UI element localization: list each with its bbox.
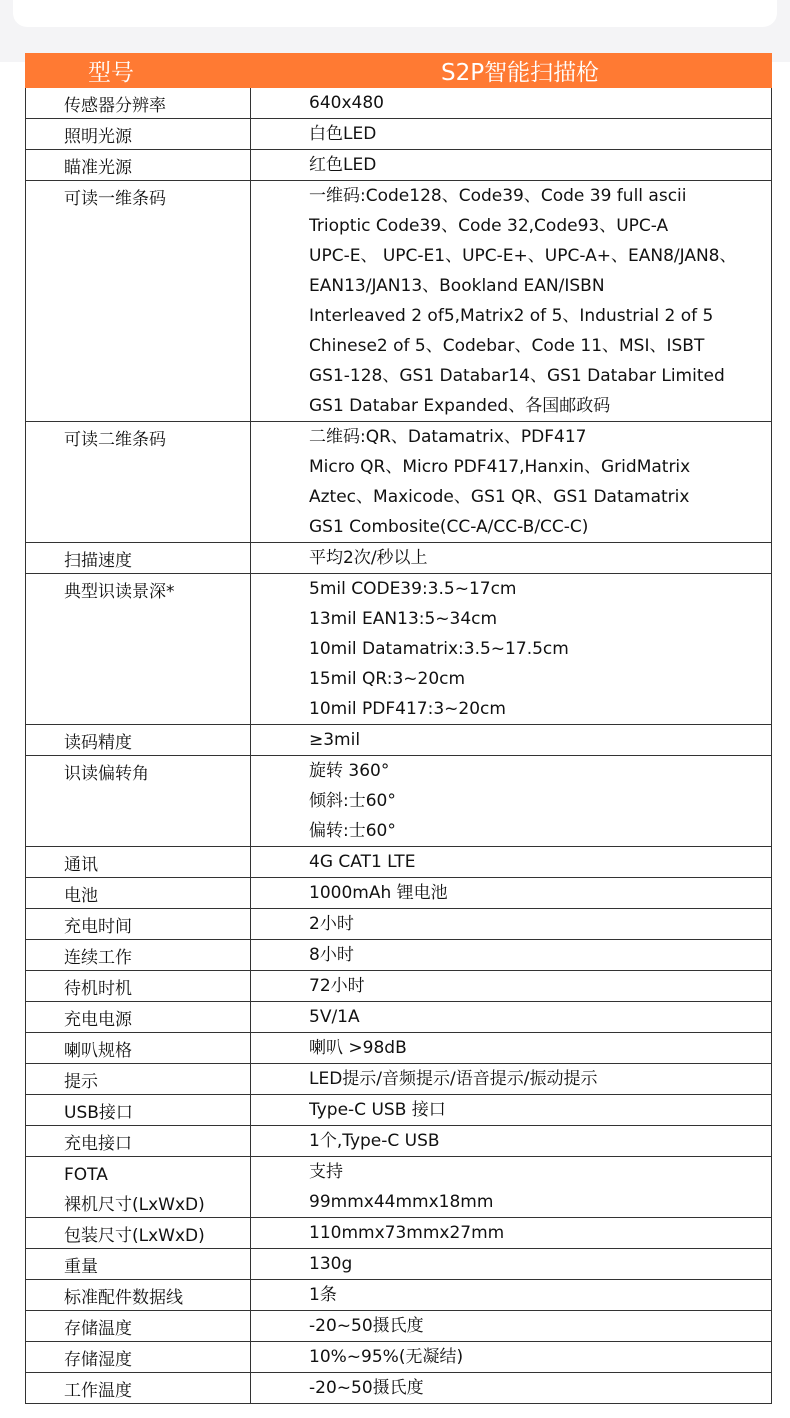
header-model-label: 型号 — [26, 54, 251, 88]
spec-value: -20~50摄氏度 — [309, 1378, 424, 1398]
spec-table-body — [26, 88, 772, 1404]
spec-label-cell — [26, 725, 251, 756]
spec-label-cell — [26, 1218, 251, 1249]
spec-value-cell — [251, 878, 772, 909]
spec-label-cell — [26, 1280, 251, 1311]
spec-label: 通讯 — [64, 855, 98, 875]
spec-value: 130g — [309, 1254, 353, 1274]
table-row — [26, 181, 772, 422]
spec-label-cell — [26, 1373, 251, 1404]
spec-value: 一维码:Code128、Code39、Code 39 full ascii — [309, 186, 687, 206]
spec-value-cell — [251, 1002, 772, 1033]
spec-label-cell — [26, 574, 251, 725]
spec-value: 红色LED — [309, 155, 377, 175]
spec-label-cell — [26, 1342, 251, 1373]
table-row — [26, 1280, 772, 1311]
spec-value-cell — [251, 725, 772, 756]
spec-value: 72小时 — [309, 976, 365, 996]
spec-label-cell — [26, 150, 251, 181]
spec-label: USB接口 — [64, 1103, 133, 1123]
spec-value: UPC-E、 UPC-E1、UPC-E+、UPC-A+、EAN8/JAN8、 — [309, 246, 737, 266]
table-row — [26, 1002, 772, 1033]
spec-label: 提示 — [64, 1072, 98, 1092]
spec-label: 充电接口 — [64, 1134, 132, 1154]
spec-label: 传感器分辨率 — [64, 96, 166, 116]
spec-value: 1000mAh 锂电池 — [309, 883, 448, 903]
spec-label-cell — [26, 1249, 251, 1280]
spec-value-cell — [251, 574, 772, 725]
table-row — [26, 847, 772, 878]
spec-label-cell — [26, 756, 251, 847]
spec-value: 偏转:士60° — [309, 821, 396, 841]
table-row — [26, 725, 772, 756]
spec-label: 工作温度 — [64, 1381, 132, 1401]
spec-value-cell — [251, 940, 772, 971]
spec-value-cell — [251, 1342, 772, 1373]
spec-label-cell — [26, 543, 251, 574]
spec-value: 640x480 — [309, 93, 384, 113]
spec-label: 可读二维条码 — [64, 430, 166, 450]
spec-value: 10mil PDF417:3~20cm — [309, 699, 506, 719]
table-row — [26, 1249, 772, 1280]
spec-value: -20~50摄氏度 — [309, 1316, 424, 1336]
spec-value: 5V/1A — [309, 1007, 360, 1027]
spec-label-cell — [26, 1002, 251, 1033]
spec-label: 存储温度 — [64, 1319, 132, 1339]
spec-label: 存储湿度 — [64, 1350, 132, 1370]
spec-label-cell — [26, 119, 251, 150]
spec-value-cell — [251, 1218, 772, 1249]
spec-value-cell — [251, 1095, 772, 1126]
spec-label: 典型识读景深* — [64, 582, 175, 602]
spec-label-cell — [26, 1064, 251, 1095]
spec-value-cell — [251, 1126, 772, 1157]
spec-value: 二维码:QR、Datamatrix、PDF417 — [309, 427, 587, 447]
spec-value: ≥3mil — [309, 730, 361, 750]
spec-label-cell — [26, 909, 251, 940]
spec-value-cell — [251, 1280, 772, 1311]
spec-value-cell — [251, 1249, 772, 1280]
spec-label-cell — [26, 878, 251, 909]
spec-value: 喇叭 >98dB — [309, 1038, 407, 1058]
spec-label-cell — [26, 971, 251, 1002]
spec-value: 支持 — [309, 1162, 343, 1182]
spec-value: 10%~95%(无凝结) — [309, 1347, 464, 1367]
spec-value-cell — [251, 1311, 772, 1342]
spec-value-cell — [251, 181, 772, 422]
spec-value: Type-C USB 接口 — [309, 1100, 446, 1120]
spec-label: 读码精度 — [64, 733, 132, 753]
spec-label: FOTA — [64, 1165, 108, 1185]
table-row — [26, 1218, 772, 1249]
spec-value: 13mil EAN13:5~34cm — [309, 609, 498, 629]
spec-label: 包装尺寸(LxWxD) — [64, 1226, 205, 1246]
spec-value-cell — [251, 1373, 772, 1404]
spec-value: 平均2次/秒以上 — [309, 548, 428, 568]
spec-value-cell — [251, 88, 772, 119]
spec-value: 8小时 — [309, 945, 354, 965]
spec-value-cell — [251, 909, 772, 940]
spec-label: 可读一维条码 — [64, 189, 166, 209]
spec-label-cell — [26, 847, 251, 878]
spec-label-cell — [26, 1126, 251, 1157]
spec-label-cell — [26, 1095, 251, 1126]
spec-value: Interleaved 2 of5,Matrix2 of 5、Industrial 2 of 5 — [309, 306, 714, 326]
table-row — [26, 1095, 772, 1126]
spec-value: 旋转 360° — [309, 761, 390, 781]
table-row — [26, 878, 772, 909]
spec-label: 识读偏转角 — [64, 764, 149, 784]
spec-value: Micro QR、Micro PDF417,Hanxin、GridMatrix — [309, 457, 691, 477]
spec-label: 充电电源 — [64, 1010, 132, 1030]
spec-value: 15mil QR:3~20cm — [309, 669, 466, 689]
table-row — [26, 119, 772, 150]
table-row — [26, 940, 772, 971]
spec-value: 5mil CODE39:3.5~17cm — [309, 579, 517, 599]
spec-value-cell — [251, 422, 772, 543]
spec-label: 扫描速度 — [64, 551, 132, 571]
spec-value: EAN13/JAN13、Bookland EAN/ISBN — [309, 276, 605, 296]
spec-value: GS1 Combosite(CC-A/CC-B/CC-C) — [309, 517, 589, 537]
spec-value: Chinese2 of 5、Codebar、Code 11、MSI、ISBT — [309, 336, 705, 356]
spec-label-cell — [26, 422, 251, 543]
spec-value: 4G CAT1 LTE — [309, 852, 416, 872]
table-row — [26, 1064, 772, 1095]
spec-label-cell — [26, 1311, 251, 1342]
spec-label-cell — [26, 181, 251, 422]
spec-label-cell — [26, 1157, 251, 1218]
table-header-row — [26, 54, 772, 88]
table-row — [26, 1126, 772, 1157]
spec-label: 待机时机 — [64, 979, 132, 999]
spec-label: 连续工作 — [64, 948, 132, 968]
spec-label-cell — [26, 88, 251, 119]
spec-value: 1个,Type-C USB — [309, 1131, 440, 1151]
top-card — [13, 0, 777, 27]
table-row — [26, 1342, 772, 1373]
spec-value: 99mmx44mmx18mm — [309, 1192, 494, 1212]
spec-value: 2小时 — [309, 914, 354, 934]
table-row — [26, 150, 772, 181]
spec-value: Aztec、Maxicode、GS1 QR、GS1 Datamatrix — [309, 487, 690, 507]
spec-value: Trioptic Code39、Code 32,Code93、UPC-A — [309, 216, 669, 236]
spec-value-cell — [251, 847, 772, 878]
table-row — [26, 756, 772, 847]
table-row — [26, 971, 772, 1002]
table-row — [26, 1311, 772, 1342]
spec-value-cell — [251, 150, 772, 181]
spec-label: 照明光源 — [64, 127, 132, 147]
spec-value: 110mmx73mmx27mm — [309, 1223, 505, 1243]
header-product-name: S2P智能扫描枪 — [251, 54, 772, 88]
spec-value-cell — [251, 1157, 772, 1218]
spec-value: GS1-128、GS1 Databar14、GS1 Databar Limited — [309, 366, 725, 386]
spec-value-cell — [251, 1033, 772, 1064]
spec-value: LED提示/音频提示/语音提示/振动提示 — [309, 1069, 598, 1089]
spec-value: 白色LED — [309, 124, 377, 144]
spec-value: 1条 — [309, 1285, 337, 1305]
table-row — [26, 422, 772, 543]
spec-label: 充电时间 — [64, 917, 132, 937]
spec-value: GS1 Databar Expanded、各国邮政码 — [309, 396, 611, 416]
spec-value: 倾斜:士60° — [309, 791, 396, 811]
spec-value: 10mil Datamatrix:3.5~17.5cm — [309, 639, 569, 659]
table-row — [26, 1373, 772, 1404]
spec-value-cell — [251, 1064, 772, 1095]
spec-table — [25, 53, 772, 1404]
spec-label-cell — [26, 940, 251, 971]
spec-label-cell — [26, 1033, 251, 1064]
table-row — [26, 1033, 772, 1064]
table-row — [26, 543, 772, 574]
spec-label: 瞄准光源 — [64, 158, 132, 178]
spec-label: 重量 — [64, 1257, 98, 1277]
table-row — [26, 1157, 772, 1218]
spec-label: 喇叭规格 — [64, 1041, 132, 1061]
table-row — [26, 574, 772, 725]
spec-label: 电池 — [64, 886, 98, 906]
spec-label: 标准配件数据线 — [64, 1288, 183, 1308]
spec-value-cell — [251, 756, 772, 847]
table-row — [26, 88, 772, 119]
spec-value-cell — [251, 543, 772, 574]
table-row — [26, 909, 772, 940]
spec-value-cell — [251, 119, 772, 150]
spec-value-cell — [251, 971, 772, 1002]
spec-label: 裸机尺寸(LxWxD) — [64, 1195, 205, 1215]
